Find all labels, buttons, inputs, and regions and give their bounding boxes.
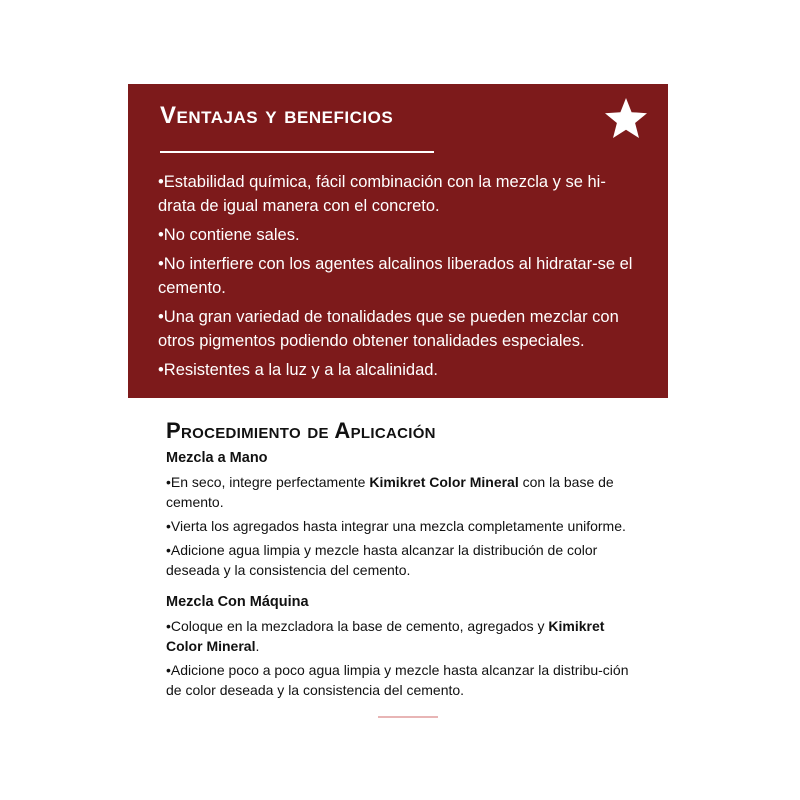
product-name: Kimikret Color Mineral bbox=[166, 618, 605, 654]
list-item: •No contiene sales. bbox=[158, 226, 300, 244]
list-item: •Adicione poco a poco agua limpia y mezcle hasta alcanzar la distribu-ción de color deseada y la consistencia del cemento. bbox=[166, 662, 629, 698]
list-item: •Vierta los agregados hasta integrar una mezcla completamente uniforme. bbox=[166, 518, 626, 534]
bottom-accent-line bbox=[378, 716, 438, 718]
benefits-panel bbox=[128, 84, 668, 398]
title-divider bbox=[160, 151, 434, 153]
step-text: . bbox=[255, 638, 260, 654]
machine-mix-section bbox=[160, 594, 640, 700]
machine-mix-list bbox=[166, 616, 640, 700]
step-text: con la base de cemento. bbox=[166, 474, 614, 510]
list-item: •Adicione agua limpia y mezcle hasta alcanzar la distribución de color deseada y la consistencia del cemento. bbox=[166, 542, 598, 578]
step-text: •Coloque en la mezcladora la base de cemento, agregados y bbox=[166, 618, 549, 634]
list-item: •Estabilidad química, fácil combinación con la mezcla y se hi-drata de igual manera con el concreto. bbox=[158, 173, 606, 215]
benefits-title: Ventajas y beneficios bbox=[160, 102, 394, 129]
list-item: •No interfiere con los agentes alcalinos liberados al hidratar-se el cemento. bbox=[158, 255, 633, 297]
hand-mix-section bbox=[160, 450, 640, 580]
machine-mix-title: Mezcla Con Máquina bbox=[166, 594, 309, 610]
list-item bbox=[166, 472, 640, 512]
hand-mix-title: Mezcla a Mano bbox=[166, 450, 268, 466]
product-name: Kimikret Color Mineral bbox=[369, 474, 519, 490]
step-text: •En seco, integre perfectamente bbox=[166, 474, 370, 490]
list-item: •Resistentes a la luz y a la alcalinidad. bbox=[158, 361, 439, 379]
hand-mix-list bbox=[166, 472, 640, 580]
procedure-title: Procedimiento de Aplicación bbox=[166, 418, 436, 443]
benefits-list bbox=[158, 170, 638, 387]
list-item: •Una gran variedad de tonalidades que se pueden mezclar con otros pigmentos podiendo obtener tonalidades especiales. bbox=[158, 308, 619, 350]
star-icon bbox=[604, 97, 648, 139]
list-item bbox=[166, 616, 640, 656]
procedure-section bbox=[160, 418, 640, 704]
